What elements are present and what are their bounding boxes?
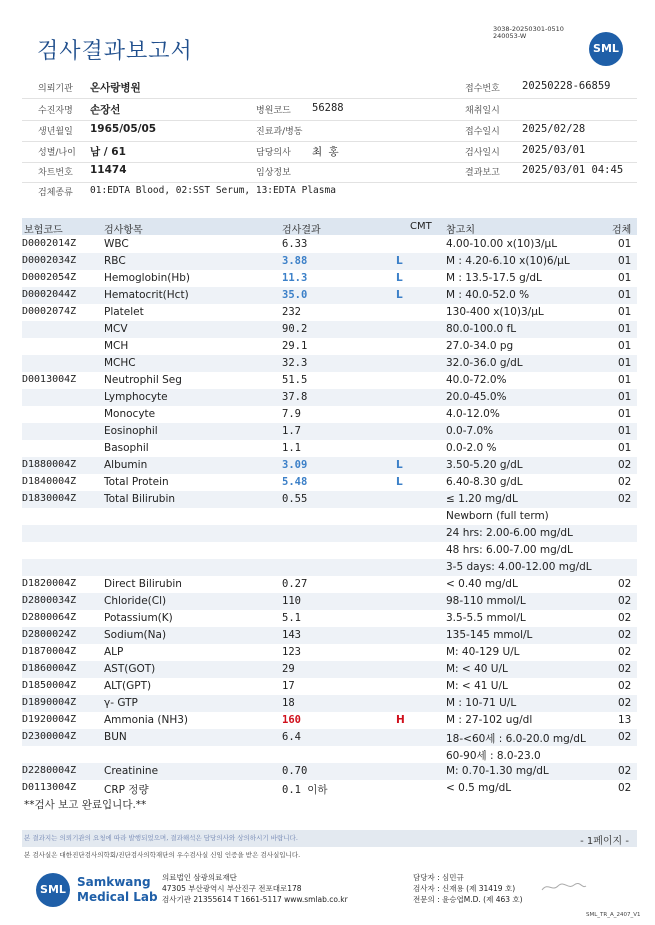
test-item: AST(GOT) bbox=[104, 663, 156, 675]
hospital-value: 온사랑병원 bbox=[90, 82, 141, 94]
reference-range: M : 10-71 U/L bbox=[446, 697, 517, 709]
sex-age-label: 성별/나이 bbox=[38, 148, 76, 158]
specimen-code: 02 bbox=[618, 476, 632, 488]
table-row bbox=[22, 576, 637, 593]
specimen-code: 02 bbox=[618, 595, 632, 607]
specimen-code: 13 bbox=[618, 714, 632, 726]
col-item-header: 검사항목 bbox=[104, 225, 143, 236]
test-item: Potassium(K) bbox=[104, 612, 173, 624]
insurance-code: D1870004Z bbox=[22, 646, 77, 657]
cmt-flag: L bbox=[396, 476, 403, 488]
test-item: Ammonia (NH3) bbox=[104, 714, 189, 726]
reference-range: 130-400 x(10)3/μL bbox=[446, 306, 544, 318]
test-item: Platelet bbox=[104, 306, 144, 318]
test-result: 0.1 이하 bbox=[282, 784, 328, 796]
insurance-code: D0002034Z bbox=[22, 255, 77, 266]
report-code-line2: 240053-W bbox=[493, 32, 527, 40]
receipt-date-label: 접수일시 bbox=[465, 127, 500, 137]
test-result: 1.1 bbox=[282, 442, 301, 454]
reference-range: 24 hrs: 2.00-6.00 mg/dL bbox=[446, 527, 573, 539]
footer-note-1: 본 결과지는 의뢰기관의 요청에 따라 발행되었으며, 결과해석은 담당의사와 상의하시기 바랍니다. bbox=[24, 834, 298, 842]
brand-line-1: Samkwang bbox=[77, 875, 151, 889]
table-row bbox=[22, 678, 637, 695]
insurance-code: D1850004Z bbox=[22, 680, 77, 691]
reference-range: 3.5-5.5 mmol/L bbox=[446, 612, 526, 624]
test-result: 37.8 bbox=[282, 391, 308, 403]
dept-label: 진료과/병동 bbox=[256, 127, 303, 137]
cmt-flag: L bbox=[396, 255, 403, 267]
specimen-code: 02 bbox=[618, 459, 632, 471]
reference-range: 48 hrs: 6.00-7.00 mg/dL bbox=[446, 544, 573, 556]
doctor-label: 담당의사 bbox=[256, 148, 291, 158]
test-item: Eosinophil bbox=[104, 425, 158, 437]
table-row bbox=[22, 389, 637, 406]
table-row bbox=[22, 304, 637, 321]
test-result: 3.88 bbox=[282, 255, 308, 267]
info-row-1 bbox=[22, 78, 637, 99]
test-item: Monocyte bbox=[104, 408, 156, 420]
reference-range: 20.0-45.0% bbox=[446, 391, 507, 403]
col-cmt-header: CMT bbox=[410, 221, 432, 232]
test-result: 0.70 bbox=[282, 765, 308, 777]
test-item: MCH bbox=[104, 340, 129, 352]
staff-specialist: 전문의 : 윤승엽M.D. (제 463 호) bbox=[413, 895, 523, 904]
table-row bbox=[22, 661, 637, 678]
footer-note-bar bbox=[22, 830, 637, 847]
footer-staff bbox=[413, 872, 523, 905]
test-result: 18 bbox=[282, 697, 295, 709]
report-date-label: 결과보고 bbox=[465, 168, 500, 178]
specimen-code: 01 bbox=[618, 374, 632, 386]
birth-value: 1965/05/05 bbox=[90, 123, 157, 135]
test-item: Total Bilirubin bbox=[104, 493, 176, 505]
insurance-code: D0002074Z bbox=[22, 306, 77, 317]
specimen-code: 02 bbox=[618, 646, 632, 658]
clinical-label: 임상정보 bbox=[256, 168, 291, 178]
test-result: 11.3 bbox=[282, 272, 308, 284]
specimen-code: 02 bbox=[618, 765, 632, 777]
test-item: WBC bbox=[104, 238, 129, 250]
org-name: 의료법인 삼광의료재단 bbox=[162, 873, 237, 882]
staff-tester: 검사자 : 신재용 (제 31419 호) bbox=[413, 884, 516, 893]
org-contact: 검사기관 21355614 T 1661-5117 www.smlab.co.kr bbox=[162, 895, 348, 904]
reference-range: M: 0.70-1.30 mg/dL bbox=[446, 765, 549, 777]
birth-label: 생년월일 bbox=[38, 127, 73, 137]
test-item: Neutrophil Seg bbox=[104, 374, 182, 386]
info-row-2 bbox=[22, 100, 637, 121]
reference-range: 3-5 days: 4.00-12.00 mg/dL bbox=[446, 561, 592, 573]
chart-no-label: 차트번호 bbox=[38, 168, 73, 178]
report-complete-text: **검사 보고 완료입니다.** bbox=[24, 799, 147, 811]
insurance-code: D2800064Z bbox=[22, 612, 77, 623]
test-result: 51.5 bbox=[282, 374, 308, 386]
receipt-date-value: 2025/02/28 bbox=[522, 123, 586, 135]
test-result: 143 bbox=[282, 629, 301, 641]
test-result: 0.27 bbox=[282, 578, 308, 590]
table-row bbox=[22, 406, 637, 423]
chart-no-value: 11474 bbox=[90, 164, 127, 176]
specimen-code: 02 bbox=[618, 663, 632, 675]
test-result: 160 bbox=[282, 714, 301, 726]
doctor-value: 최 홍 bbox=[312, 146, 339, 158]
reference-range: Newborn (full term) bbox=[446, 510, 549, 522]
test-result: 90.2 bbox=[282, 323, 308, 335]
test-result: 29 bbox=[282, 663, 295, 675]
results-table-header bbox=[22, 218, 637, 235]
footer-org-info bbox=[162, 872, 348, 905]
test-result: 6.4 bbox=[282, 731, 301, 743]
insurance-code: D0002054Z bbox=[22, 272, 77, 283]
reference-range: 98-110 mmol/L bbox=[446, 595, 526, 607]
reference-range: 0.0-7.0% bbox=[446, 425, 494, 437]
test-result: 232 bbox=[282, 306, 301, 318]
specimen-code: 02 bbox=[618, 731, 632, 743]
patient-label: 수진자명 bbox=[38, 106, 73, 116]
specimen-code: 01 bbox=[618, 408, 632, 420]
table-row bbox=[22, 491, 637, 508]
col-result-header: 검사결과 bbox=[282, 225, 321, 236]
sml-logo-text: SML bbox=[593, 42, 619, 55]
test-result: 32.3 bbox=[282, 357, 308, 369]
footer-logo-text: SML bbox=[40, 883, 66, 896]
test-item: Sodium(Na) bbox=[104, 629, 167, 641]
reference-range: 80.0-100.0 fL bbox=[446, 323, 517, 335]
specimen-code: 02 bbox=[618, 680, 632, 692]
signature-image bbox=[540, 880, 588, 894]
specimen-code: 01 bbox=[618, 306, 632, 318]
specimen-code: 01 bbox=[618, 323, 632, 335]
specimen-code: 01 bbox=[618, 357, 632, 369]
table-row bbox=[22, 253, 637, 270]
test-result: 35.0 bbox=[282, 289, 308, 301]
test-item: MCHC bbox=[104, 357, 136, 369]
insurance-code: D1920004Z bbox=[22, 714, 77, 725]
insurance-code: D1860004Z bbox=[22, 663, 77, 674]
receipt-no-value: 20250228-66859 bbox=[522, 80, 611, 92]
test-item: ALT(GPT) bbox=[104, 680, 152, 692]
specimen-code: 01 bbox=[618, 391, 632, 403]
cmt-flag: H bbox=[396, 714, 405, 726]
receipt-no-label: 접수번호 bbox=[465, 84, 500, 94]
reference-range: M : 27-102 ug/dl bbox=[446, 714, 533, 726]
table-row bbox=[22, 610, 637, 627]
test-item: Direct Bilirubin bbox=[104, 578, 182, 590]
specimen-code: 01 bbox=[618, 255, 632, 267]
table-row bbox=[22, 525, 637, 542]
page-number: - 1페이지 - bbox=[580, 836, 629, 847]
hospital-label: 의뢰기관 bbox=[38, 84, 73, 94]
table-row bbox=[22, 746, 637, 763]
footer-note-2: 본 검사실은 대한진단검사의학회/진단검사의학재단의 우수검사실 신임 인증을 받은 검사실입니다. bbox=[24, 851, 301, 859]
table-row bbox=[22, 423, 637, 440]
test-result: 29.1 bbox=[282, 340, 308, 352]
reference-range: 18-<60세 : 6.0-20.0 mg/dL bbox=[446, 733, 586, 745]
reference-range: M: < 41 U/L bbox=[446, 680, 508, 692]
reference-range: ≤ 1.20 mg/dL bbox=[446, 493, 518, 505]
specimen-code: 02 bbox=[618, 578, 632, 590]
specimen-code: 01 bbox=[618, 289, 632, 301]
test-item: γ- GTP bbox=[104, 697, 138, 709]
insurance-code: D1820004Z bbox=[22, 578, 77, 589]
table-row bbox=[22, 627, 637, 644]
table-row bbox=[22, 729, 637, 746]
sml-logo bbox=[589, 32, 623, 66]
test-result: 6.33 bbox=[282, 238, 308, 250]
test-result: 0.55 bbox=[282, 493, 308, 505]
footer-brand bbox=[77, 875, 158, 905]
reference-range: M : 13.5-17.5 g/dL bbox=[446, 272, 542, 284]
table-row bbox=[22, 644, 637, 661]
test-item: Hemoglobin(Hb) bbox=[104, 272, 191, 284]
insurance-code: D2280004Z bbox=[22, 765, 77, 776]
test-item: BUN bbox=[104, 731, 127, 743]
cmt-flag: L bbox=[396, 459, 403, 471]
reference-range: M: 40-129 U/L bbox=[446, 646, 520, 658]
table-row bbox=[22, 287, 637, 304]
test-item: Creatinine bbox=[104, 765, 159, 777]
table-row bbox=[22, 457, 637, 474]
table-row bbox=[22, 695, 637, 712]
test-item: Hematocrit(Hct) bbox=[104, 289, 189, 301]
table-row bbox=[22, 236, 637, 253]
insurance-code: D1840004Z bbox=[22, 476, 77, 487]
insurance-code: D0002044Z bbox=[22, 289, 77, 300]
test-date-label: 검사일시 bbox=[465, 148, 500, 158]
table-row bbox=[22, 542, 637, 559]
hospital-code-value: 56288 bbox=[312, 102, 344, 114]
reference-range: 0.0-2.0 % bbox=[446, 442, 497, 454]
insurance-code: D2300004Z bbox=[22, 731, 77, 742]
blood-time-label: 채취일시 bbox=[465, 106, 500, 116]
insurance-code: D1890004Z bbox=[22, 697, 77, 708]
reference-range: < 0.40 mg/dL bbox=[446, 578, 518, 590]
form-code: SML_TR_A_2407_V1 bbox=[586, 912, 641, 918]
report-date-value: 2025/03/01 04:45 bbox=[522, 164, 624, 176]
col-code-header: 보험코드 bbox=[24, 225, 63, 236]
test-item: Chloride(Cl) bbox=[104, 595, 167, 607]
table-row bbox=[22, 440, 637, 457]
insurance-code: D1830004Z bbox=[22, 493, 77, 504]
specimen-code: 01 bbox=[618, 238, 632, 250]
staff-manager: 담당자 : 심민규 bbox=[413, 873, 464, 882]
test-result: 110 bbox=[282, 595, 301, 607]
col-spec-header: 검체 bbox=[612, 225, 632, 236]
info-row-4 bbox=[22, 142, 637, 163]
specimen-code: 02 bbox=[618, 629, 632, 641]
reference-range: 6.40-8.30 g/dL bbox=[446, 476, 523, 488]
test-item: ALP bbox=[104, 646, 124, 658]
insurance-code: D0002014Z bbox=[22, 238, 77, 249]
test-result: 1.7 bbox=[282, 425, 301, 437]
insurance-code: D2800024Z bbox=[22, 629, 77, 640]
reference-range: 60-90세 : 8.0-23.0 bbox=[446, 750, 541, 762]
hospital-code-label: 병원코드 bbox=[256, 106, 291, 116]
table-row bbox=[22, 321, 637, 338]
insurance-code: D2800034Z bbox=[22, 595, 77, 606]
table-row bbox=[22, 355, 637, 372]
brand-line-2: Medical Lab bbox=[77, 890, 158, 904]
reference-range: 4.00-10.00 x(10)3/μL bbox=[446, 238, 558, 250]
specimen-code: 02 bbox=[618, 493, 632, 505]
reference-range: M : 40.0-52.0 % bbox=[446, 289, 530, 301]
test-item: Albumin bbox=[104, 459, 148, 471]
sex-age-value: 남 / 61 bbox=[90, 146, 126, 158]
test-item: Basophil bbox=[104, 442, 149, 454]
specimen-code: 01 bbox=[618, 272, 632, 284]
reference-range: 40.0-72.0% bbox=[446, 374, 507, 386]
table-row bbox=[22, 372, 637, 389]
cmt-flag: L bbox=[396, 289, 403, 301]
specimen-label: 검체종류 bbox=[38, 188, 73, 198]
reference-range: 4.0-12.0% bbox=[446, 408, 500, 420]
table-row bbox=[22, 270, 637, 287]
specimen-value: 01:EDTA Blood, 02:SST Serum, 13:EDTA Plasma bbox=[90, 185, 336, 196]
footer-sml-logo bbox=[36, 873, 70, 907]
test-item: RBC bbox=[104, 255, 126, 267]
table-row bbox=[22, 763, 637, 780]
test-result: 7.9 bbox=[282, 408, 301, 420]
table-row bbox=[22, 780, 637, 797]
specimen-code: 01 bbox=[618, 425, 632, 437]
test-result: 5.48 bbox=[282, 476, 308, 488]
reference-range: 32.0-36.0 g/dL bbox=[446, 357, 523, 369]
reference-range: 3.50-5.20 g/dL bbox=[446, 459, 523, 471]
reference-range: M : 4.20-6.10 x(10)6/μL bbox=[446, 255, 570, 267]
reference-range: 135-145 mmol/L bbox=[446, 629, 533, 641]
specimen-code: 01 bbox=[618, 340, 632, 352]
insurance-code: D0013004Z bbox=[22, 374, 77, 385]
test-result: 17 bbox=[282, 680, 295, 692]
table-row bbox=[22, 474, 637, 491]
test-item: Total Protein bbox=[104, 476, 169, 488]
cmt-flag: L bbox=[396, 272, 403, 284]
table-row bbox=[22, 593, 637, 610]
info-row-6 bbox=[22, 182, 637, 202]
report-code bbox=[493, 26, 564, 40]
patient-value: 손장선 bbox=[90, 104, 121, 116]
test-item: Lymphocyte bbox=[104, 391, 168, 403]
test-item: MCV bbox=[104, 323, 128, 335]
table-row bbox=[22, 712, 637, 729]
table-row bbox=[22, 508, 637, 525]
specimen-code: 02 bbox=[618, 782, 632, 794]
reference-range: < 0.5 mg/dL bbox=[446, 782, 512, 794]
specimen-code: 01 bbox=[618, 442, 632, 454]
reference-range: M: < 40 U/L bbox=[446, 663, 508, 675]
specimen-code: 02 bbox=[618, 697, 632, 709]
col-ref-header: 참고치 bbox=[446, 225, 475, 236]
info-row-3 bbox=[22, 121, 637, 142]
page-title: 검사결과보고서 bbox=[37, 39, 193, 64]
test-item: CRP 정량 bbox=[104, 784, 149, 796]
report-code-line1: 3038-20250301-0510 bbox=[493, 25, 564, 33]
org-address: 47305 부산광역시 부산진구 전포대로178 bbox=[162, 884, 302, 893]
test-date-value: 2025/03/01 bbox=[522, 144, 586, 156]
table-row bbox=[22, 559, 637, 576]
insurance-code: D0113004Z bbox=[22, 782, 77, 793]
insurance-code: D1880004Z bbox=[22, 459, 77, 470]
specimen-code: 02 bbox=[618, 612, 632, 624]
test-result: 3.09 bbox=[282, 459, 308, 471]
info-row-5 bbox=[22, 162, 637, 183]
reference-range: 27.0-34.0 pg bbox=[446, 340, 514, 352]
signature-scribble bbox=[540, 880, 588, 897]
table-row bbox=[22, 338, 637, 355]
test-result: 5.1 bbox=[282, 612, 301, 624]
test-result: 123 bbox=[282, 646, 301, 658]
